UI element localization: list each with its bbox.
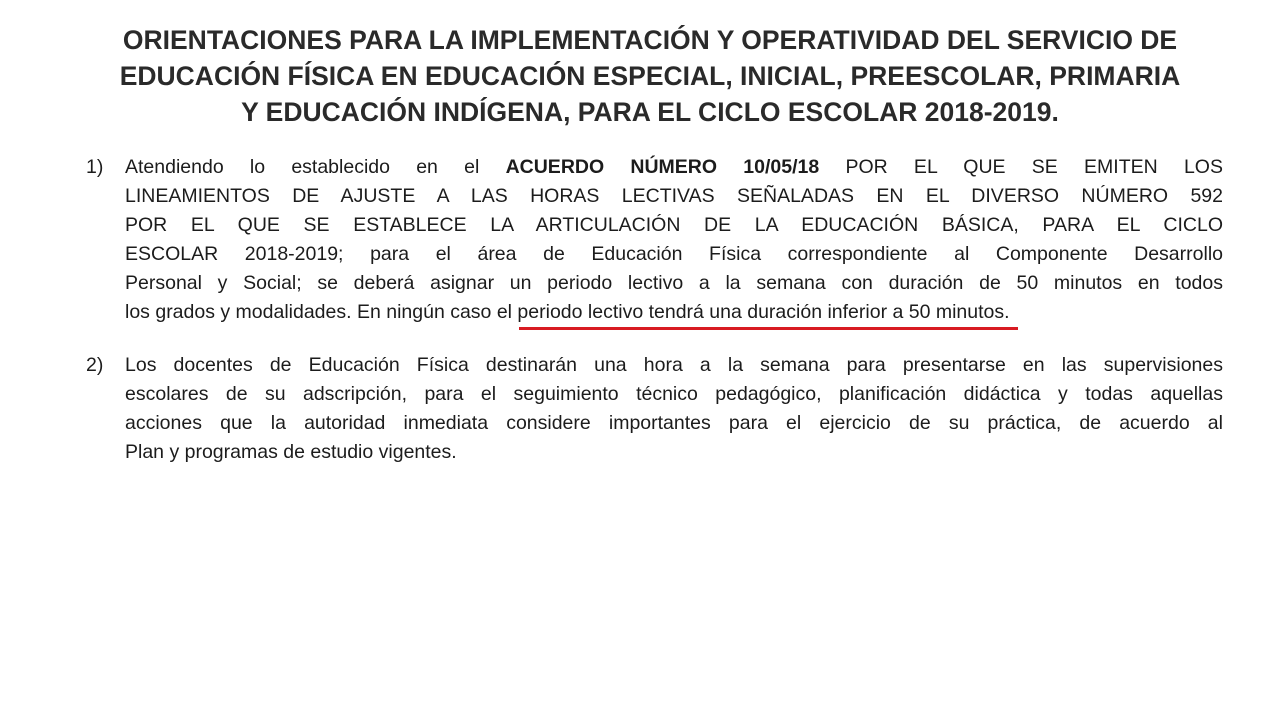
item-1-line-6: los grados y modalidades. En ningún caso el periodo lectivo tendrá una duración inferior a 50 minutos. <box>125 298 1223 327</box>
item-1-text <box>125 153 1223 327</box>
item-1-line-4: ESCOLAR 2018-2019; para el área de Educación Física correspondiente al Componente Desarrollo <box>125 243 1223 265</box>
acuerdo-reference: ACUERDO NÚMERO 10/05/18 <box>505 156 820 178</box>
item-2-line-1: Los docentes de Educación Física destinarán una hora a la semana para presentarse en las supervisiones <box>125 354 1223 376</box>
item-1-line-3: POR EL QUE SE ESTABLECE LA ARTICULACIÓN DE LA EDUCACIÓN BÁSICA, PARA EL CICLO <box>125 214 1223 236</box>
item-2-text <box>125 351 1223 467</box>
title-line-3: Y EDUCACIÓN INDÍGENA, PARA EL CICLO ESCOLAR 2018-2019. <box>241 97 1059 127</box>
item-1-line-5: Personal y Social; se deberá asignar un periodo lectivo a la semana con duración de 50 minutos en todos <box>125 272 1223 294</box>
item-1-line-1: Atendiendo lo establecido en el ACUERDO NÚMERO 10/05/18 POR EL QUE SE EMITEN LOS <box>125 156 1223 178</box>
item-2-line-2: escolares de su adscripción, para el seguimiento técnico pedagógico, planificación didáctica y todas aquellas <box>125 383 1223 405</box>
item-1-number: 1) <box>86 156 104 178</box>
item-2-line-3: acciones que la autoridad inmediata considere importantes para el ejercicio de su práctica, de acuerdo al <box>125 412 1223 434</box>
item-2-line-4: Plan y programas de estudio vigentes. <box>125 441 457 463</box>
title-line-1: ORIENTACIONES PARA LA IMPLEMENTACIÓN Y OPERATIVIDAD DEL SERVICIO DE <box>122 25 1178 55</box>
item-1-line-2: LINEAMIENTOS DE AJUSTE A LAS HORAS LECTIVAS SEÑALADAS EN EL DIVERSO NÚMERO 592 <box>125 185 1223 207</box>
underlined-highlight: periodo lectivo tendrá una duración inferior a 50 minutos <box>517 298 1004 327</box>
document-title <box>50 22 1250 130</box>
list-item-1 <box>86 153 1226 327</box>
list-item-2 <box>86 351 1226 467</box>
title-line-2: EDUCACIÓN FÍSICA EN EDUCACIÓN ESPECIAL, INICIAL, PREESCOLAR, PRIMARIA <box>119 61 1181 91</box>
item-2-number: 2) <box>86 354 104 376</box>
